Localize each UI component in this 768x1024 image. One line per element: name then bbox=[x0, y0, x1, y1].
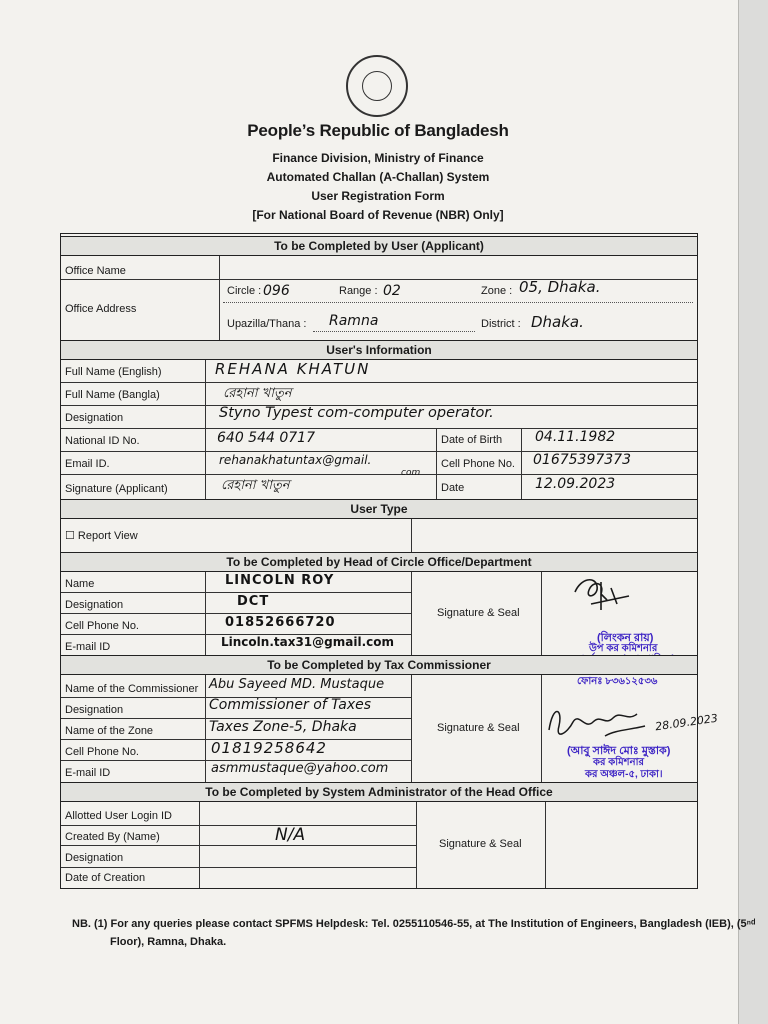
commissioner-signature-seal-label: Signature & Seal bbox=[437, 722, 520, 734]
office-name-label: Office Name bbox=[65, 265, 126, 277]
commissioner-stamp-name: (আবু সাঈদ মোঃ মুস্তাক) bbox=[567, 745, 671, 757]
head-phone-label: Cell Phone No. bbox=[65, 620, 139, 632]
commissioner-email[interactable]: asmmustaque@yahoo.com bbox=[211, 761, 389, 776]
subtitle-division: Finance Division, Ministry of Finance bbox=[272, 151, 484, 165]
designation-label: Designation bbox=[65, 412, 124, 424]
circle-value[interactable]: 096 bbox=[263, 283, 290, 299]
nid-label: National ID No. bbox=[65, 435, 140, 447]
head-stamp-title: উপ কর কমিশনার bbox=[589, 643, 658, 654]
zone-name[interactable]: Taxes Zone-5, Dhaka bbox=[209, 719, 357, 735]
head-designation[interactable]: DCT bbox=[237, 594, 270, 609]
district-value[interactable]: Dhaka. bbox=[531, 313, 584, 331]
zone-value[interactable]: 05, Dhaka. bbox=[519, 278, 601, 296]
subtitle-form-name: User Registration Form bbox=[311, 189, 445, 203]
created-by-label: Created By (Name) bbox=[65, 831, 160, 843]
dob-label: Date of Birth bbox=[441, 434, 503, 446]
dob-value[interactable]: 04.11.1982 bbox=[535, 429, 616, 445]
login-id-label: Allotted User Login ID bbox=[65, 810, 172, 822]
upazila-value[interactable]: Ramna bbox=[329, 313, 379, 329]
phone-value[interactable]: 01675397373 bbox=[533, 452, 631, 468]
footer-note: NB. (1) For any queries please contact SPFMS Helpdesk: Tel. 0255110546-55, at The Institution of Engineers, Bangladesh (IEB), (5ⁿᵈ bbox=[72, 918, 756, 930]
full-name-bn[interactable]: রেহানা খাতুন bbox=[223, 386, 292, 401]
zone-name-label: Name of the Zone bbox=[65, 725, 154, 737]
email-value-suffix: com bbox=[401, 468, 421, 478]
commissioner-name-label: Name of the Commissioner bbox=[65, 683, 199, 695]
head-circle-band: To be Completed by Head of Circle Office/Department bbox=[61, 552, 697, 572]
full-name-bn-label: Full Name (Bangla) bbox=[65, 389, 160, 401]
user-type-band: User Type bbox=[61, 499, 697, 519]
report-view-checkbox[interactable]: ☐ Report View bbox=[65, 530, 138, 542]
head-email[interactable]: Lincoln.tax31@gmail.com bbox=[221, 635, 394, 649]
head-phone[interactable]: 01852666720 bbox=[225, 615, 336, 630]
sysadmin-signature-seal-label: Signature & Seal bbox=[439, 838, 522, 850]
head-signature-scribble bbox=[561, 570, 641, 614]
phone-label: Cell Phone No. bbox=[441, 458, 515, 470]
head-name-label: Name bbox=[65, 578, 95, 590]
district-label: District : bbox=[481, 318, 521, 330]
commissioner-stamp-title: কর কমিশনার bbox=[593, 757, 644, 768]
upazila-label: Upazilla/Thana : bbox=[227, 318, 307, 330]
section-user-band: To be Completed by User (Applicant) bbox=[61, 236, 697, 256]
registration-form bbox=[60, 233, 719, 889]
tax-commissioner-band: To be Completed by Tax Commissioner bbox=[61, 655, 697, 675]
sysadmin-designation-label: Designation bbox=[65, 852, 124, 864]
zone-label: Zone : bbox=[481, 285, 513, 297]
full-name-en[interactable]: REHANA KHATUN bbox=[215, 360, 371, 378]
commissioner-designation[interactable]: Commissioner of Taxes bbox=[209, 697, 372, 713]
head-name[interactable]: LINCOLN ROY bbox=[225, 573, 335, 588]
commissioner-designation-label: Designation bbox=[65, 704, 124, 716]
head-stamp-name: (লিংকন রায়) bbox=[597, 632, 654, 644]
email-value[interactable]: rehanakhatuntax@gmail. bbox=[219, 453, 372, 467]
commissioner-stamp-zone: কর অঞ্চল-৫, ঢাকা। bbox=[585, 769, 663, 780]
commissioner-phone-label: Cell Phone No. bbox=[65, 746, 139, 758]
nid-value[interactable]: 640 544 0717 bbox=[217, 430, 315, 446]
created-by-value[interactable]: N/A bbox=[275, 825, 306, 845]
designation-value[interactable]: Styno Typest com-computer operator. bbox=[219, 405, 494, 421]
sysadmin-band: To be Completed by System Administrator of the Head Office bbox=[61, 782, 697, 802]
head-signature-seal-label: Signature & Seal bbox=[437, 607, 520, 619]
full-name-en-label: Full Name (English) bbox=[65, 366, 162, 378]
email-label: Email ID. bbox=[65, 458, 110, 470]
users-information-band: User's Information bbox=[61, 340, 697, 360]
circle-label: Circle : bbox=[227, 285, 262, 297]
commissioner-signature-date: 28.09.2023 bbox=[654, 711, 719, 734]
head-email-label: E-mail ID bbox=[65, 641, 111, 653]
commissioner-email-label: E-mail ID bbox=[65, 767, 111, 779]
footer-note-continued: Floor), Ramna, Dhaka. bbox=[110, 936, 227, 948]
range-value[interactable]: 02 bbox=[383, 283, 401, 299]
creation-date-label: Date of Creation bbox=[65, 872, 146, 884]
government-seal-logo bbox=[346, 55, 408, 117]
applicant-signature: রেহানা খাতুন bbox=[221, 478, 290, 493]
office-address-label: Office Address bbox=[65, 303, 137, 315]
form-title: People’s Republic of Bangladesh bbox=[247, 121, 509, 140]
head-stamp-phone: ফোনঃ ৮৩৬১২৫৩৬ bbox=[577, 676, 658, 687]
date-label: Date bbox=[441, 482, 465, 494]
subtitle-scope: [For National Board of Revenue (NBR) Only] bbox=[252, 208, 504, 222]
range-label: Range : bbox=[339, 285, 378, 297]
commissioner-name[interactable]: Abu Sayeed MD. Mustaque bbox=[209, 677, 385, 692]
commissioner-phone[interactable]: 01819258642 bbox=[211, 739, 327, 757]
date-value[interactable]: 12.09.2023 bbox=[535, 476, 616, 492]
applicant-signature-label: Signature (Applicant) bbox=[65, 483, 168, 495]
subtitle-system: Automated Challan (A-Challan) System bbox=[266, 170, 490, 184]
head-designation-label: Designation bbox=[65, 599, 124, 611]
